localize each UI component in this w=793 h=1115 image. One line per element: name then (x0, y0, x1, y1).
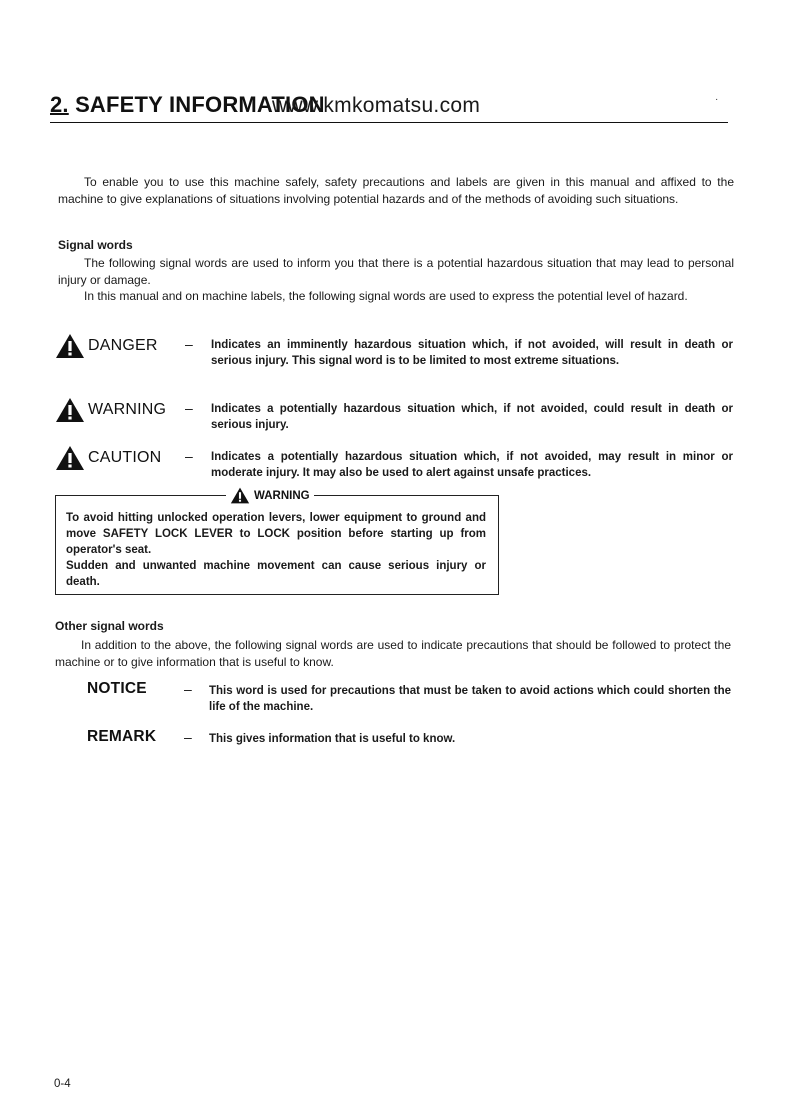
other-signal-words-paragraph (55, 637, 731, 670)
section-number: 2. (50, 92, 69, 117)
signal-words-text-1: The following signal words are used to inform you that there is a potential hazardous situation that may lead to personal injury or damage. (58, 256, 734, 287)
signal-label-caution (55, 445, 161, 471)
warning-box-title-text: WARNING (254, 489, 310, 502)
signal-description-remark: This gives information that is useful to know. (209, 733, 456, 745)
warning-box (55, 489, 499, 595)
signal-dash: – (184, 681, 192, 697)
section-header (50, 92, 728, 123)
signal-label-danger (55, 333, 158, 359)
warning-triangle-icon (55, 333, 85, 359)
warning-triangle-icon (55, 397, 85, 423)
signal-description-notice: This word is used for precautions that must be taken to avoid actions which could shorten the life of the machine. (209, 685, 731, 713)
warning-box-line-1: To avoid hitting unlocked operation levers, lower equipment to ground and move SAFETY LOCK LEVER to LOCK position before starting up from operator's seat. (66, 512, 486, 556)
signal-dash: – (185, 336, 193, 352)
scan-speck: · (715, 94, 719, 105)
signal-dash: – (185, 400, 193, 416)
signal-words-text-2: In this manual and on machine labels, the following signal words are used to express the potential level of hazard. (84, 289, 688, 303)
other-signal-words-text: In addition to the above, the following signal words are used to indicate precautions that should be followed to protect the machine or to give information that is useful to know. (55, 638, 731, 669)
signal-dash: – (185, 448, 193, 464)
warning-box-text (66, 510, 486, 590)
signal-words-heading: Signal words (58, 238, 133, 252)
signal-description-caution: Indicates a potentially hazardous situation which, if not avoided, may result in minor or moderate injury. It may also be used to alert against unsafe practices. (211, 451, 733, 479)
signal-words-paragraph-1 (58, 255, 734, 288)
intro-text: To enable you to use this machine safely, safety precautions and labels are given in this manual and affixed to the machine to give explanations of situations involving potential hazards and of the methods of avoiding such situations. (58, 175, 734, 206)
signal-dash: – (184, 729, 192, 745)
warning-box-title (226, 487, 314, 504)
signal-label-warning (55, 397, 166, 423)
signal-word-notice: NOTICE (87, 680, 147, 697)
intro-paragraph (58, 174, 734, 207)
signal-description-danger: Indicates an imminently hazardous situation which, if not avoided, will result in death or serious injury. This signal word is to be limited to most extreme situations. (211, 339, 733, 367)
watermark-url: www.kmkomatsu.com (272, 94, 481, 117)
section-title-text: SAFETY INFORMATION (75, 92, 325, 117)
other-signal-words-heading: Other signal words (55, 619, 164, 633)
warning-triangle-icon (230, 487, 250, 504)
signal-words-paragraph-2 (58, 288, 734, 305)
warning-triangle-icon (55, 445, 85, 471)
signal-word-remark: REMARK (87, 728, 157, 745)
signal-description-warning: Indicates a potentially hazardous situation which, if not avoided, could result in death or serious injury. (211, 403, 733, 431)
warning-box-line-2: Sudden and unwanted machine movement can cause serious injury or death. (66, 560, 486, 588)
page-number: 0-4 (54, 1078, 71, 1090)
signal-word-caution: CAUTION (88, 449, 162, 466)
signal-word-warning: WARNING (88, 401, 167, 418)
signal-word-danger: DANGER (88, 337, 158, 354)
